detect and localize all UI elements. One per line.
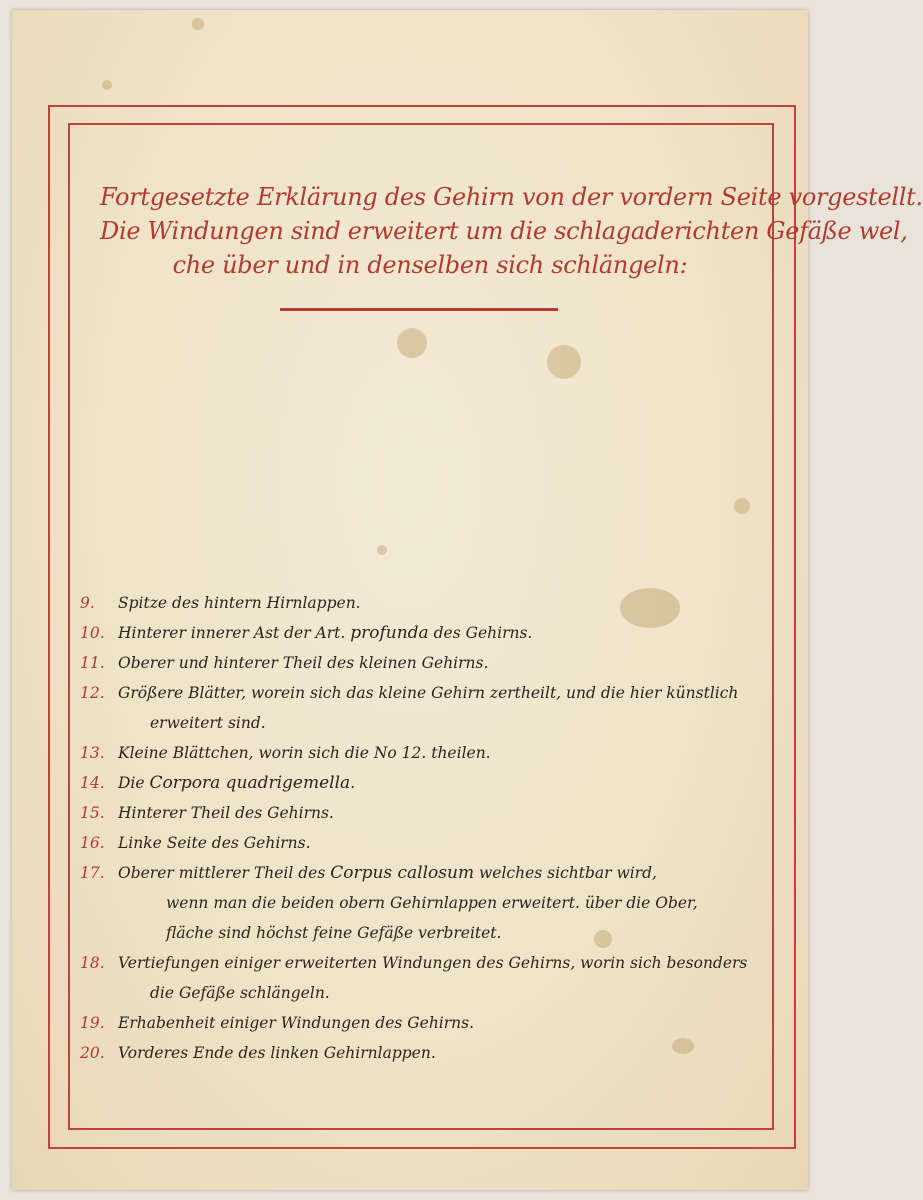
list-item <box>80 858 760 948</box>
item-text-part: Die <box>118 774 150 792</box>
legend-list <box>80 588 760 1068</box>
foxing-stain <box>102 80 112 90</box>
list-item <box>80 948 760 1008</box>
item-number: 18. <box>80 954 105 972</box>
item-text-part: welches sichtbar wird, <box>474 864 657 882</box>
item-number: 13. <box>80 744 105 762</box>
item-number: 10. <box>80 624 105 642</box>
item-text <box>118 618 760 648</box>
item-number: 14. <box>80 774 105 792</box>
item-text: Erhabenheit einiger Windungen des Gehirns. <box>118 1014 475 1032</box>
item-text: Spitze des hintern Hirnlappen. <box>118 594 361 612</box>
item-text-part: Oberer mittlerer Theil des <box>118 864 331 882</box>
item-text: Linke Seite des Gehirns. <box>118 834 311 852</box>
title-underline <box>280 308 558 311</box>
item-text-continuation: erweitert sind. <box>150 714 266 732</box>
item-number: 16. <box>80 834 105 852</box>
item-number: 15. <box>80 804 105 822</box>
item-text-continuation: fläche sind höchst feine Gefäße verbreitet. <box>166 924 502 942</box>
item-text-part: . <box>350 774 356 792</box>
item-text: Vertiefungen einiger erweiterten Windungen des Gehirns, worin sich besonders <box>118 954 748 972</box>
list-item <box>80 738 760 768</box>
item-text: Hinterer Theil des Gehirns. <box>118 804 334 822</box>
title-line-1: Fortgesetzte Erklärung des Gehirn von der vordern Seite vorgestellt. <box>100 183 923 211</box>
item-text-continuation: die Gefäße schlängeln. <box>150 984 330 1002</box>
list-item <box>80 618 760 648</box>
item-text-part: Hinterer innerer Ast der Art. <box>118 624 351 642</box>
list-item <box>80 588 760 618</box>
latin-term: Corpus callosum <box>330 863 475 883</box>
list-item <box>80 678 760 738</box>
item-number: 19. <box>80 1014 105 1032</box>
foxing-stain <box>192 18 204 30</box>
item-number: 11. <box>80 654 105 672</box>
list-item <box>80 768 760 798</box>
item-text-continuation: wenn man die beiden obern Gehirnlappen erweitert. über die Ober, <box>166 894 698 912</box>
title-line-2: Die Windungen sind erweitert um die schlagaderichten Gefäße wel, <box>100 217 908 245</box>
latin-term: profunda <box>350 623 429 643</box>
list-item <box>80 1008 760 1038</box>
item-text: Größere Blätter, worein sich das kleine Gehirn zertheilt, und die hier künstlich <box>118 684 739 702</box>
list-item <box>80 1038 760 1068</box>
item-text-part: des Gehirns. <box>428 624 533 642</box>
list-item <box>80 798 760 828</box>
item-number: 17. <box>80 864 105 882</box>
latin-term: Corpora quadrigemella <box>149 773 351 793</box>
title-line-3: che über und in denselben sich schlängeln: <box>172 251 688 279</box>
list-item <box>80 828 760 858</box>
item-text: Kleine Blättchen, worin sich die No 12. theilen. <box>118 744 491 762</box>
item-number: 9. <box>80 594 95 612</box>
item-text: Oberer und hinterer Theil des kleinen Gehirns. <box>118 654 489 672</box>
item-number: 12. <box>80 684 105 702</box>
item-text <box>118 768 760 798</box>
item-text <box>118 858 760 888</box>
item-text: Vorderes Ende des linken Gehirnlappen. <box>118 1044 436 1062</box>
item-number: 20. <box>80 1044 105 1062</box>
page-title <box>100 180 923 282</box>
list-item <box>80 648 760 678</box>
